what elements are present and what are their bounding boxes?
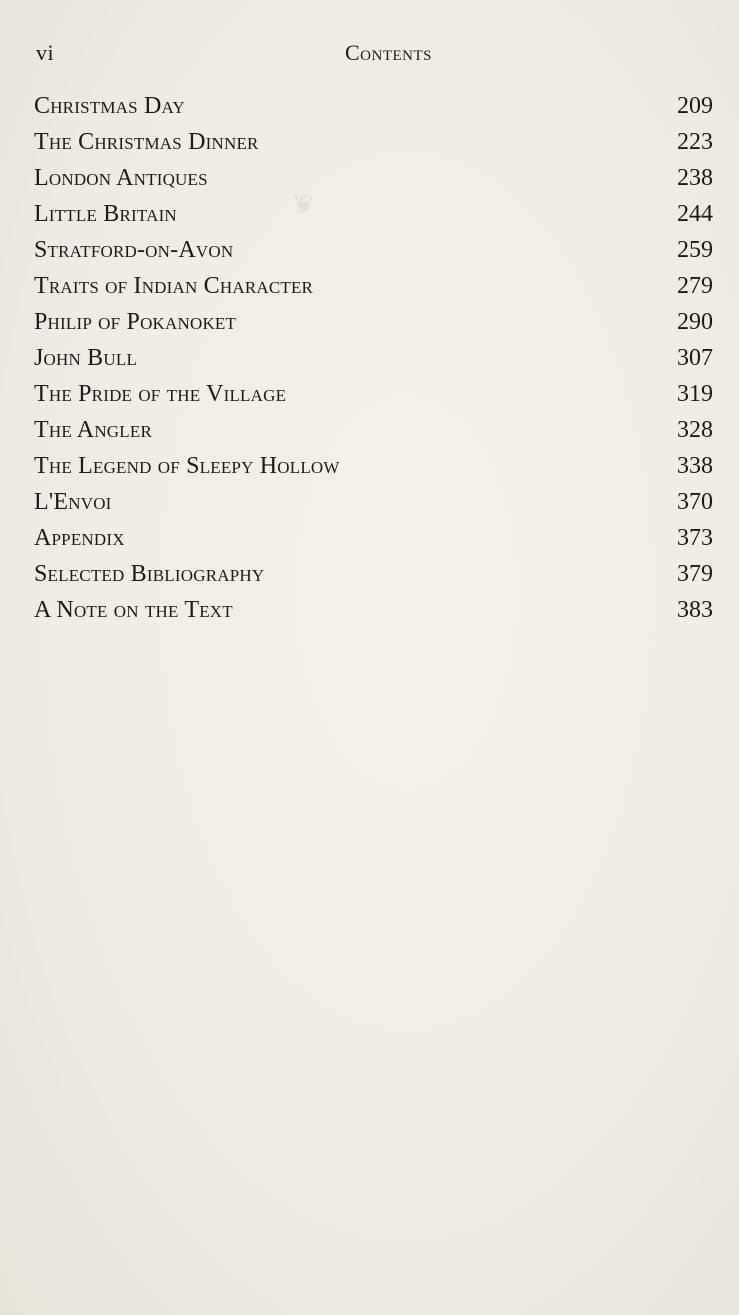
page-header bbox=[36, 40, 711, 70]
toc-entry-page: 223 bbox=[677, 129, 713, 155]
toc-entry bbox=[34, 376, 713, 412]
toc-entry-title: The Legend of Sleepy Hollow bbox=[34, 453, 340, 479]
toc-entry-title: Philip of Pokanoket bbox=[34, 309, 237, 335]
toc-entry-page: 373 bbox=[677, 525, 713, 551]
toc-entry-page: 209 bbox=[677, 93, 713, 119]
toc-entry-title: A Note on the Text bbox=[34, 597, 233, 623]
toc-entry bbox=[34, 412, 713, 448]
toc-entry-title: London Antiques bbox=[34, 165, 208, 191]
toc-entry-page: 338 bbox=[677, 453, 713, 479]
toc-entry-title: Little Britain bbox=[34, 201, 177, 227]
toc-entry bbox=[34, 340, 713, 376]
bleed-through-decoration: ❦ bbox=[290, 190, 314, 219]
toc-entry-title: The Angler bbox=[34, 417, 152, 443]
toc-entry-title: The Christmas Dinner bbox=[34, 129, 259, 155]
toc-entry-page: 383 bbox=[677, 597, 713, 623]
toc-entry bbox=[34, 160, 713, 196]
toc-entry bbox=[34, 484, 713, 520]
toc-entry bbox=[34, 556, 713, 592]
toc-entry bbox=[34, 196, 713, 232]
toc-entry-page: 307 bbox=[677, 345, 713, 371]
toc-entry-page: 238 bbox=[677, 165, 713, 191]
toc-entry-title: The Pride of the Village bbox=[34, 381, 287, 407]
toc-entry-title: Appendix bbox=[34, 525, 125, 551]
toc-entry-title: John Bull bbox=[34, 345, 138, 371]
toc-entry-page: 379 bbox=[677, 561, 713, 587]
toc-entry bbox=[34, 88, 713, 124]
toc-entry-page: 370 bbox=[677, 489, 713, 515]
toc-entry-page: 319 bbox=[677, 381, 713, 407]
toc-entry bbox=[34, 520, 713, 556]
toc-entry-title: Traits of Indian Character bbox=[34, 273, 314, 299]
toc-entry-page: 259 bbox=[677, 237, 713, 263]
toc-entry bbox=[34, 232, 713, 268]
toc-entry bbox=[34, 592, 713, 628]
toc-entry bbox=[34, 268, 713, 304]
toc-entry-title: L'Envoi bbox=[34, 489, 112, 515]
toc-entry bbox=[34, 448, 713, 484]
toc-entry-title: Christmas Day bbox=[34, 93, 185, 119]
toc-entry-page: 279 bbox=[677, 273, 713, 299]
toc-entry-page: 290 bbox=[677, 309, 713, 335]
page-number: vi bbox=[36, 40, 55, 65]
toc-entry-page: 328 bbox=[677, 417, 713, 443]
table-of-contents bbox=[34, 88, 713, 628]
toc-entry-page: 244 bbox=[677, 201, 713, 227]
toc-entry bbox=[34, 304, 713, 340]
toc-entry-title: Stratford-on-Avon bbox=[34, 237, 234, 263]
toc-entry-title: Selected Bibliography bbox=[34, 561, 265, 587]
toc-entry bbox=[34, 124, 713, 160]
running-head: Contents bbox=[344, 40, 432, 65]
